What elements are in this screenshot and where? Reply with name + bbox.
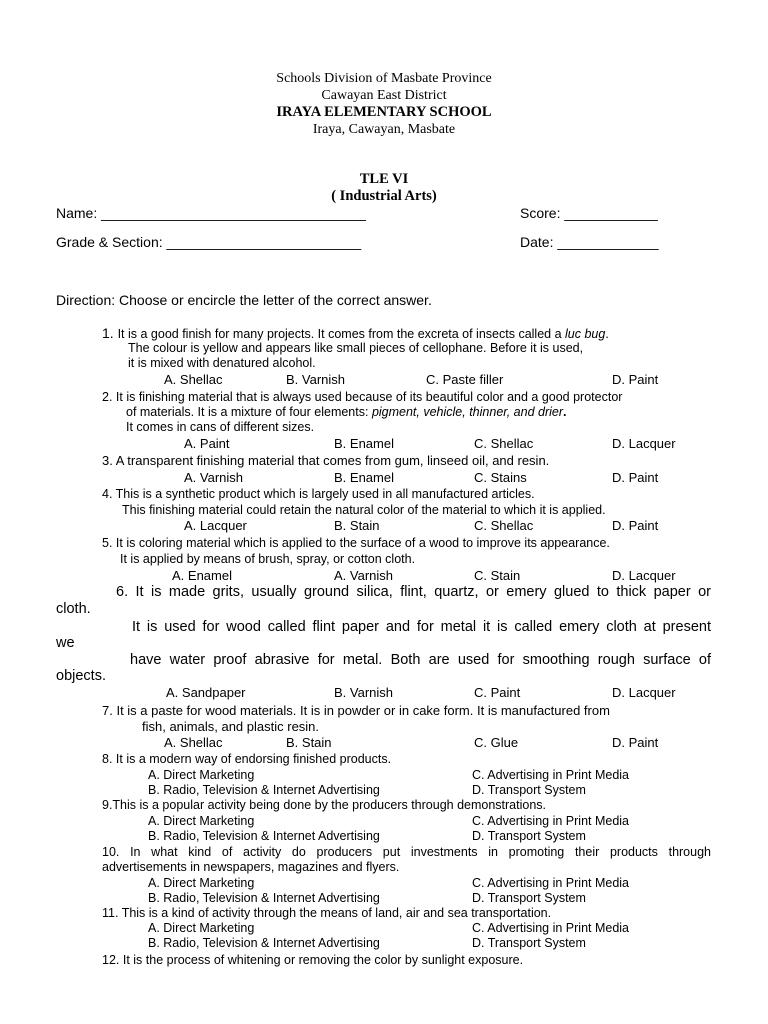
question-5-line-2: It is applied by means of brush, spray, or cotton cloth.: [120, 552, 416, 566]
question-6-line-3-wrap: objects.: [56, 668, 106, 684]
q10-choice-b[interactable]: B. Radio, Television & Internet Advertising: [148, 891, 380, 905]
question-10-line-1: 10. In what kind of activity do producers put investments in promoting their products through: [102, 845, 711, 859]
q7-choice-c[interactable]: C. Glue: [474, 735, 519, 750]
subject-subtitle: ( Industrial Arts): [331, 188, 437, 204]
question-1-line-3: it is mixed with denatured alcohol.: [128, 356, 316, 370]
question-7-line-2: fish, animals, and plastic resin.: [142, 719, 320, 734]
q9-choice-c[interactable]: C. Advertising in Print Media: [472, 814, 630, 828]
q2-choice-c[interactable]: C. Shellac: [474, 436, 534, 451]
question-7-line-1: 7. It is a paste for wood materials. It is in powder or in cake form. It is manufactured from: [102, 703, 610, 718]
q2-choice-a[interactable]: A. Paint: [184, 436, 230, 451]
question-4-line-2: This finishing material could retain the natural color of the material to which it is applied.: [122, 503, 606, 517]
question-5-line-1: 5. It is coloring material which is applied to the surface of a wood to improve its appearance.: [102, 536, 610, 550]
name-field[interactable]: Name: __________________________________: [56, 205, 366, 221]
q6-choice-c[interactable]: C. Paint: [474, 685, 521, 700]
question-6-line-1: 6. It is made grits, usually ground silica, flint, quartz, or emery glued to thick paper or: [116, 584, 711, 600]
q4-choice-a[interactable]: A. Lacquer: [184, 518, 247, 533]
question-10-line-2: advertisements in newspapers, magazines and flyers.: [102, 860, 400, 874]
q3-choice-a[interactable]: A. Varnish: [184, 470, 244, 485]
q2-choice-d[interactable]: D. Lacquer: [612, 436, 676, 451]
question-11-line-1: 11. This is a kind of activity through the means of land, air and sea transportation.: [102, 906, 552, 920]
q5-choice-b[interactable]: A. Varnish: [334, 568, 394, 583]
question-3-line-1: 3. A transparent finishing material that comes from gum, linseed oil, and resin.: [102, 453, 550, 468]
question-1-line-1: 1. It is a good finish for many projects. It comes from the excreta of insects called a luc bug.: [102, 325, 609, 341]
q5-choice-c[interactable]: C. Stain: [474, 568, 521, 583]
division-heading: Schools Division of Masbate Province: [276, 71, 492, 86]
q7-choice-a[interactable]: A. Shellac: [164, 735, 223, 750]
question-8-line-1: 8. It is a modern way of endorsing finished products.: [102, 752, 392, 766]
q5-choice-a[interactable]: A. Enamel: [172, 568, 232, 583]
question-2-line-3: It comes in cans of different sizes.: [126, 420, 315, 434]
q1-choice-b[interactable]: B. Varnish: [286, 372, 346, 387]
q8-choice-d[interactable]: D. Transport System: [472, 783, 586, 797]
q6-choice-a[interactable]: A. Sandpaper: [166, 685, 246, 700]
question-6-line-2-wrap: we: [56, 635, 75, 651]
date-field[interactable]: Date: _____________: [520, 234, 659, 250]
q11-choice-c[interactable]: C. Advertising in Print Media: [472, 921, 630, 935]
q4-choice-c[interactable]: C. Shellac: [474, 518, 534, 533]
question-9-line-1: 9.This is a popular activity being done by the producers through demonstrations.: [102, 798, 547, 812]
q3-choice-c[interactable]: C. Stains: [474, 470, 527, 485]
q7-choice-d[interactable]: D. Paint: [612, 735, 659, 750]
school-address: Iraya, Cawayan, Masbate: [312, 122, 456, 137]
q10-choice-c[interactable]: C. Advertising in Print Media: [472, 876, 630, 890]
school-name: IRAYA ELEMENTARY SCHOOL: [276, 104, 492, 120]
q9-choice-d[interactable]: D. Transport System: [472, 829, 586, 843]
q8-choice-a[interactable]: A. Direct Marketing: [148, 768, 255, 782]
q6-choice-b[interactable]: B. Varnish: [334, 685, 394, 700]
q3-choice-d[interactable]: D. Paint: [612, 470, 659, 485]
q3-choice-b[interactable]: B. Enamel: [334, 470, 394, 485]
q11-choice-b[interactable]: B. Radio, Television & Internet Advertising: [148, 936, 380, 950]
score-field[interactable]: Score: ____________: [520, 205, 658, 221]
q9-choice-a[interactable]: A. Direct Marketing: [148, 814, 255, 828]
q10-choice-d[interactable]: D. Transport System: [472, 891, 586, 905]
direction-text: Direction: Choose or encircle the letter of the correct answer.: [56, 292, 432, 308]
question-12-line-1: 12. It is the process of whitening or removing the color by sunlight exposure.: [102, 953, 524, 967]
grade-section-field[interactable]: Grade & Section: _________________________: [56, 234, 362, 250]
q8-choice-c[interactable]: C. Advertising in Print Media: [472, 768, 630, 782]
q1-choice-a[interactable]: A. Shellac: [164, 372, 223, 387]
question-2-line-2: of materials. It is a mixture of four elements: pigment, vehicle, thinner, and drier.: [126, 405, 567, 419]
q1-choice-c[interactable]: C. Paste filler: [426, 372, 504, 387]
subject-title: TLE VI: [359, 171, 409, 187]
question-6-line-2: It is used for wood called flint paper and for metal it is called emery cloth at present: [132, 619, 711, 635]
q4-choice-d[interactable]: D. Paint: [612, 518, 659, 533]
q6-choice-d[interactable]: D. Lacquer: [612, 685, 676, 700]
q8-choice-b[interactable]: B. Radio, Television & Internet Advertising: [148, 783, 380, 797]
question-6-line-1-wrap: cloth.: [56, 601, 91, 617]
district-heading: Cawayan East District: [321, 88, 447, 103]
q2-choice-b[interactable]: B. Enamel: [334, 436, 394, 451]
q10-choice-a[interactable]: A. Direct Marketing: [148, 876, 255, 890]
question-4-line-1: 4. This is a synthetic product which is largely used in all manufactured articles.: [102, 487, 535, 501]
q7-choice-b[interactable]: B. Stain: [286, 735, 332, 750]
q11-choice-a[interactable]: A. Direct Marketing: [148, 921, 255, 935]
q4-choice-b[interactable]: B. Stain: [334, 518, 380, 533]
q9-choice-b[interactable]: B. Radio, Television & Internet Advertising: [148, 829, 380, 843]
question-2-line-1: 2. It is finishing material that is always used because of its beautiful color and a good protector: [102, 390, 623, 404]
question-1-line-2: The colour is yellow and appears like small pieces of cellophane. Before it is used,: [128, 341, 584, 355]
question-6-line-3: have water proof abrasive for metal. Both are used for smoothing rough surface of: [130, 652, 711, 668]
q5-choice-d[interactable]: D. Lacquer: [612, 568, 676, 583]
q1-choice-d[interactable]: D. Paint: [612, 372, 659, 387]
q11-choice-d[interactable]: D. Transport System: [472, 936, 586, 950]
